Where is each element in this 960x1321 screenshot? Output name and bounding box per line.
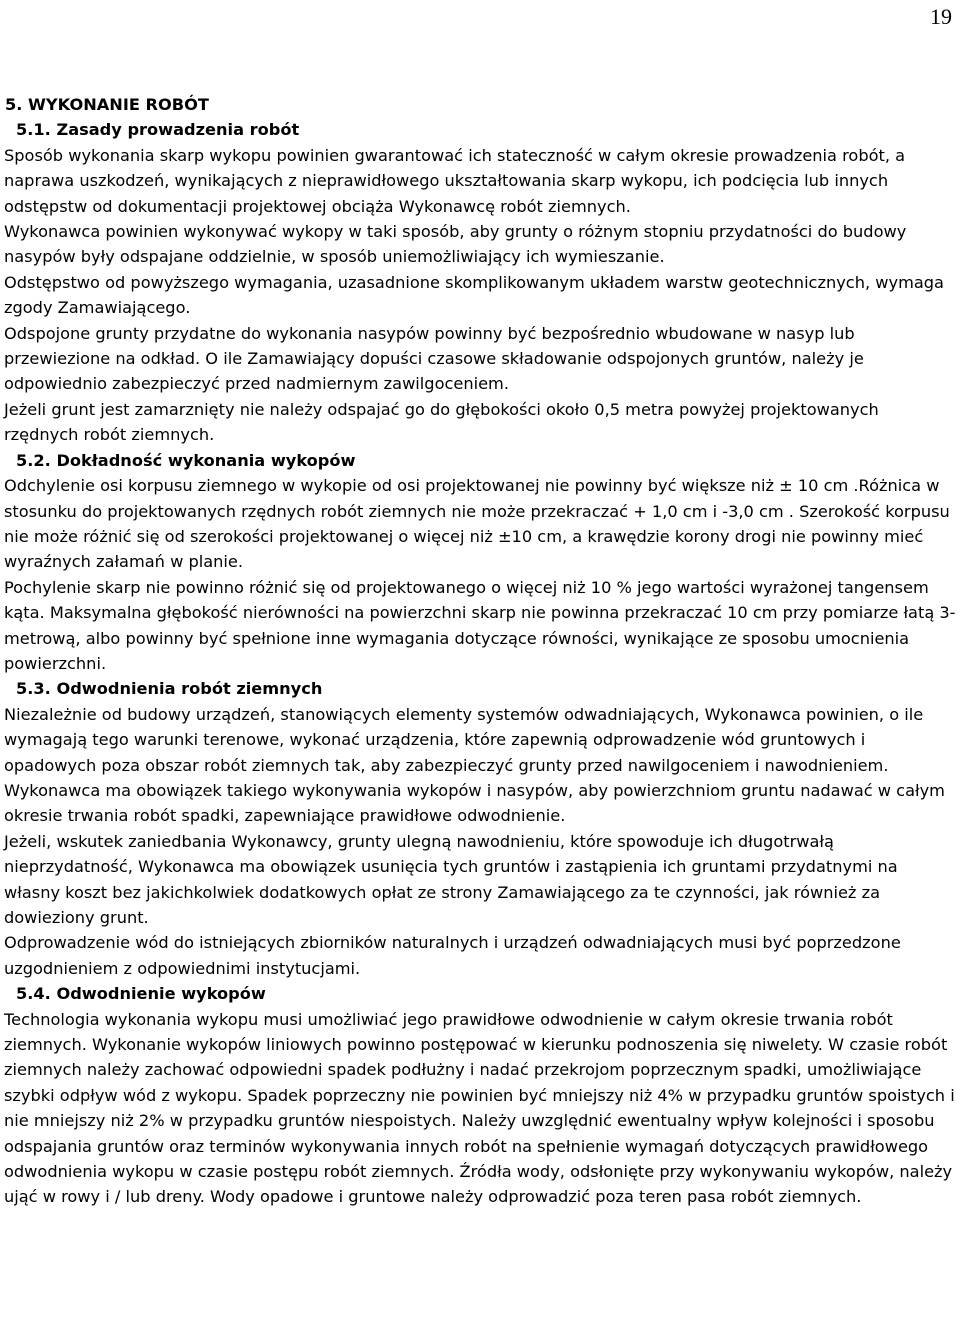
paragraph: Pochylenie skarp nie powinno różnić się od projektowanego o więcej niż 10 % jego wartości wyrażonej tangensem kąta. Maksymalna głębokość nierówności na powierzchni skarp nie powinna przekraczać 10 cm przy pomiarze łatą 3-metrową, albo powinny być spełnione inne wymagania dotyczące równości, wynikające ze sposobu umocnienia powierzchni.	[4, 577, 956, 673]
section-title-5-2: 5.2. Dokładność wykonania wykopów	[16, 450, 356, 470]
paragraph: Wykonawca powinien wykonywać wykopy w taki sposób, aby grunty o różnym stopniu przydatności do budowy nasypów były odspajane oddzielnie, w sposób uniemożliwiający ich wymieszanie.	[4, 222, 907, 267]
paragraph: Odstępstwo od powyższego wymagania, uzasadnione skomplikowanym układem warstw geotechnicznych, wymaga zgody Zamawiającego.	[4, 272, 944, 318]
paragraph: Niezależnie od budowy urządzeń, stanowiących elementy systemów odwadniających, Wykonawca powinien, o ile wymagają tego warunki terenowe, wykonać urządzenia, które zapewnią odprowadzenie wód gruntowych i opadowych poza obszar robót ziemnych tak, aby zabezpieczyć grunty przed nawilgoceniem i nawodnieniem.	[4, 704, 924, 775]
paragraph: Odspojone grunty przydatne do wykonania nasypów powinny być bezpośrednio wbudowane w nasyp lub przewiezione na odkład. O ile Zamawiający dopuści czasowe składowanie odspojonych gruntów, należy je odpowiednio zabezpieczyć przed nadmiernym zawilgoceniem.	[4, 323, 864, 394]
section-title-5-3: 5.3. Odwodnienia robót ziemnych	[16, 679, 323, 699]
paragraph: Wykonawca ma obowiązek takiego wykonywania wykopów i nasypów, aby powierzchniom gruntu nadawać w całym okresie trwania robót spadki, zapewniające prawidłowe odwodnienie.	[4, 780, 945, 826]
paragraph: Odchylenie osi korpusu ziemnego w wykopie od osi projektowanej nie powinny być większe niż ± 10 cm .Różnica w stosunku do projektowanych rzędnych robót ziemnych nie może przekraczać + 1,0 cm i -3,0 cm . Szerokość korpusu nie może różnić się od szerokości projektowanej o więcej niż ±10 cm, a krawędzie korony drogi nie powinny mieć wyraźnych załamań w planie.	[4, 476, 950, 572]
page-number: 19	[930, 4, 952, 29]
paragraph: Jeżeli, wskutek zaniedbania Wykonawcy, grunty ulegną nawodnieniu, które spowoduje ich długotrwałą nieprzydatność, Wykonawca ma obowiązek usunięcia tych gruntów i zastąpienia ich gruntami przydatnymi na własny koszt bez jakichkolwiek dodatkowych opłat ze strony Zamawiającego za te czynności, jak również za dowieziony grunt.	[4, 831, 898, 927]
paragraph: Sposób wykonania skarp wykopu powinien gwarantować ich stateczność w całym okresie prowadzenia robót, a naprawa uszkodzeń, wynikających z nieprawidłowego ukształtowania skarp wykopu, ich podcięcia lub innych odstępstw od dokumentacji projektowej obciąża Wykonawcę robót ziemnych.	[4, 145, 906, 216]
document-body	[4, 92, 956, 1210]
paragraph: Jeżeli grunt jest zamarznięty nie należy odspajać go do głębokości około 0,5 metra powyżej projektowanych rzędnych robót ziemnych.	[4, 399, 879, 445]
chapter-title: 5. WYKONANIE ROBÓT	[5, 95, 209, 114]
paragraph: Technologia wykonania wykopu musi umożliwiać jego prawidłowe odwodnienie w całym okresie trwania robót ziemnych. Wykonanie wykopów liniowych powinno postępować w kierunku podnoszenia się niwelety. W czasie robót ziemnych należy zachować odpowiedni spadek podłużny i nadać przekrojom poprzecznym spadki, umożliwiające szybki odpływ wód z wykopu. Spadek poprzeczny nie powinien być mniejszy niż 4% w przypadku gruntów spoistych i nie mniejszy niż 2% w przypadku gruntów niespoistych. Należy uwzględnić ewentualny wpływ kolejności i sposobu odspajania gruntów oraz terminów wykonywania innych robót na spełnienie wymagań dotyczących prawidłowego odwodnienia wykopu w czasie postępu robót ziemnych. Źródła wody, odsłonięte przy wykonywaniu wykopów, należy ująć w rowy i / lub dreny. Wody opadowe i gruntowe należy odprowadzić poza teren pasa robót ziemnych.	[4, 1009, 955, 1207]
paragraph: Odprowadzenie wód do istniejących zbiorników naturalnych i urządzeń odwadniających musi być poprzedzone uzgodnieniem z odpowiednimi instytucjami.	[4, 933, 901, 978]
section-title-5-1: 5.1. Zasady prowadzenia robót	[16, 120, 300, 140]
section-title-5-4: 5.4. Odwodnienie wykopów	[16, 984, 266, 1004]
